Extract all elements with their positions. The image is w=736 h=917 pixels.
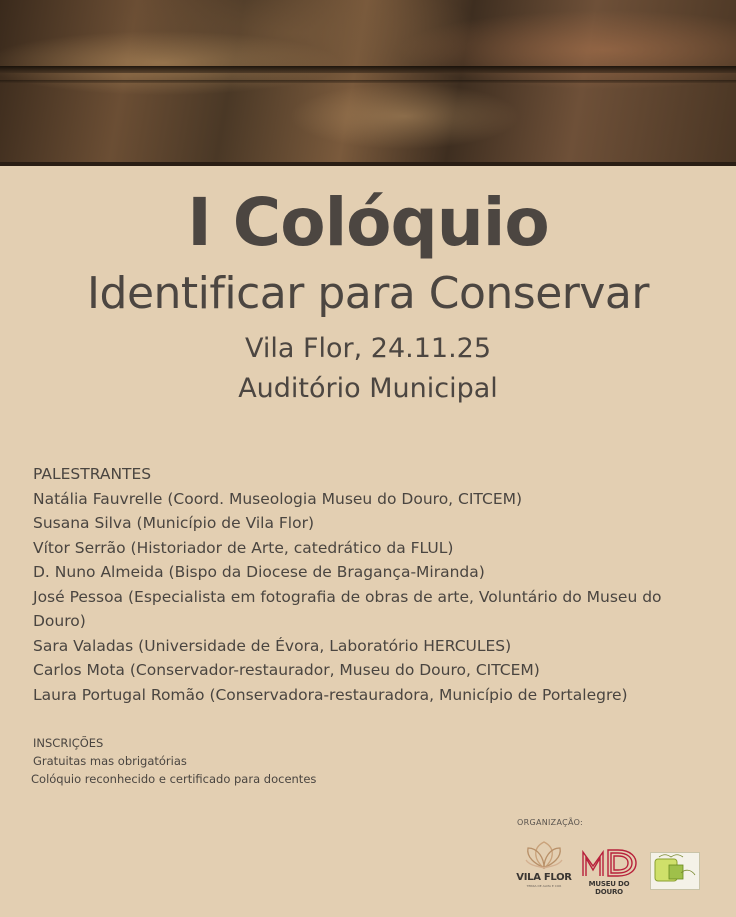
event-place-date: Vila Flor, 24.11.25 [244,333,492,364]
event-subtitle: Identificar para Conservar [87,268,649,319]
registration-free: Gratuitas mas obrigatórias [33,754,187,768]
event-venue: Auditório Municipal [238,373,498,404]
speakers-list [33,462,723,707]
registration-info [33,734,433,788]
painting-edge [0,162,736,166]
vila-flor-name: VILA FLOR [516,872,572,883]
speaker-line: Douro) [33,612,86,630]
speaker-line: Natália Fauvrelle (Coord. Museologia Museu do Douro, CITCEM) [33,489,523,508]
speaker-line: José Pessoa (Especialista em fotografia de obras de arte, Voluntário do Museu do [33,587,662,606]
registration-certified: Colóquio reconhecido e certificado para docentes [31,772,317,786]
speakers-heading: PALESTRANTES [33,465,152,483]
museu-do-douro-name: MUSEU DO DOURO [588,880,630,896]
partner-logo [650,852,700,890]
vila-flor-logo [516,838,572,888]
speaker-line: D. Nuno Almeida (Bispo da Diocese de Bragança-Miranda) [33,563,485,581]
md-mark-icon [580,846,638,878]
partner-emblem-icon [651,853,699,889]
speaker-line: Susana Silva (Município de Vila Flor) [33,514,315,532]
speaker-line: Carlos Mota (Conservador-restaurador, Museu do Douro, CITCEM) [33,661,540,679]
museu-do-douro-logo [580,846,638,896]
vila-flor-tagline: TERRA DE ALMA E COR [526,884,562,888]
banner-painting [0,0,736,166]
event-title: I Colóquio [187,184,549,261]
organization-label: ORGANIZAÇÃO: [517,818,584,827]
painting-crack [0,66,736,73]
speaker-line: Vítor Serrão (Historiador de Arte, catedrático da FLUL) [33,538,454,557]
speaker-line: Sara Valadas (Universidade de Évora, Laboratório HERCULES) [33,636,512,655]
registration-heading: INSCRIÇÕES [33,736,104,750]
painting-crack [0,80,736,83]
speaker-line: Laura Portugal Romão (Conservadora-restauradora, Município de Portalegre) [33,685,628,704]
flower-icon [516,838,572,872]
